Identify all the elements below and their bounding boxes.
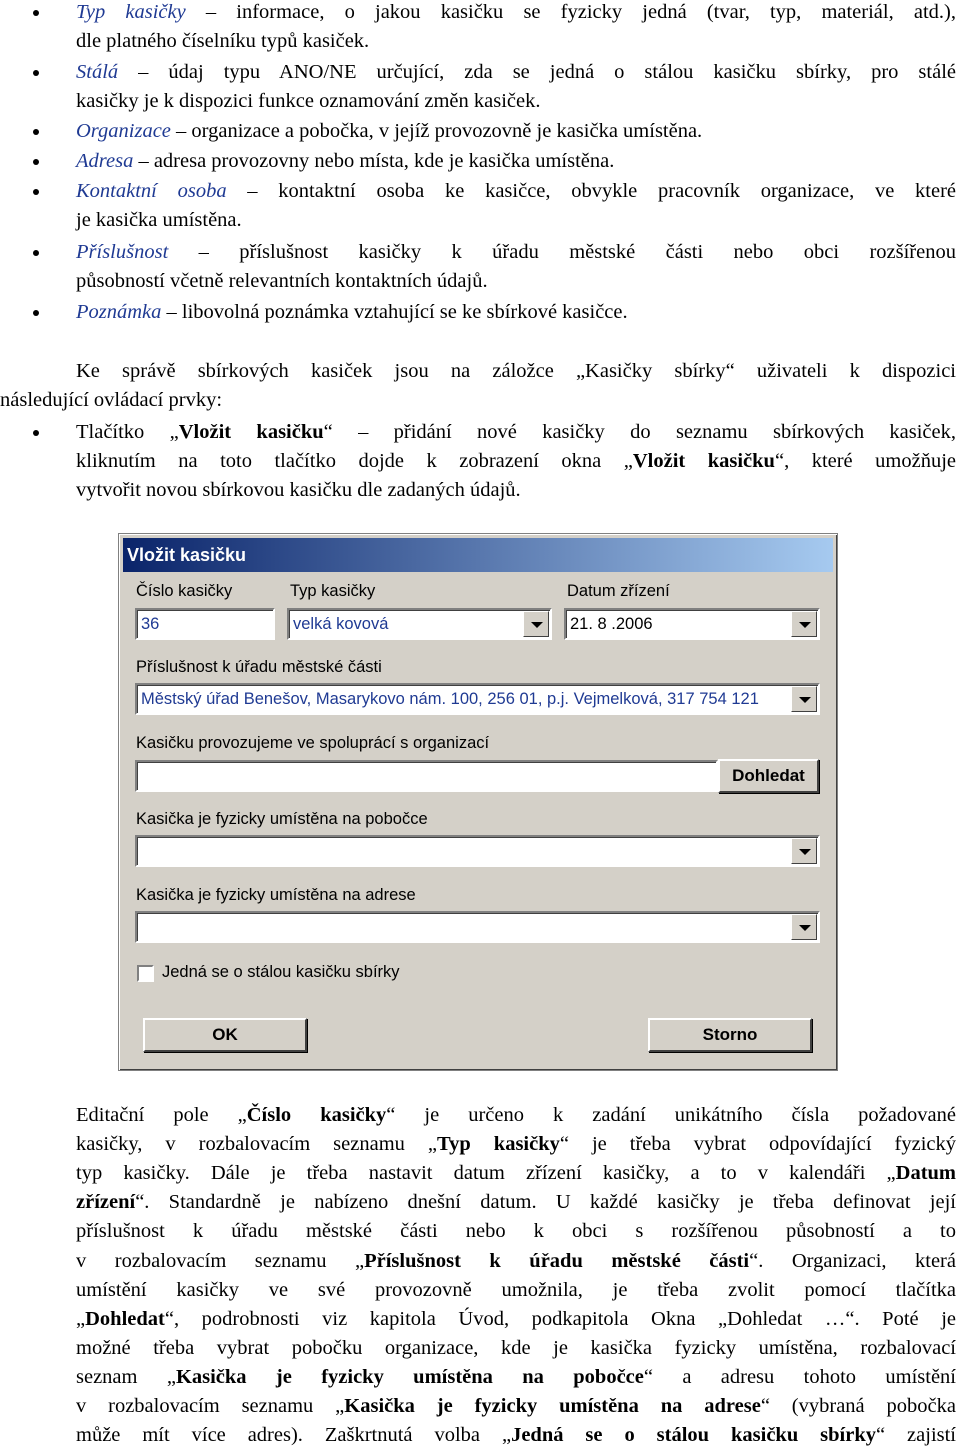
chevron-down-icon[interactable] (523, 611, 549, 637)
list-item-cont: je kasička umístěna. (76, 209, 242, 231)
chevron-down-icon[interactable] (791, 611, 817, 637)
paragraph-line: v rozbalovacím seznamu „Kasička je fyzicky umístěna na adrese“ (vybraná pobočka (76, 1395, 956, 1417)
list-item: Poznámka – libovolná poznámka vztahující se ke sbírkové kasičce. (76, 301, 628, 323)
org-label: Kasičku provozujeme ve spoluprácí s organizací (136, 734, 490, 752)
org-input[interactable] (135, 760, 718, 792)
typ-label: Typ kasičky (290, 582, 376, 600)
bullet-icon (30, 307, 42, 319)
cislo-input[interactable]: 36 (135, 608, 275, 640)
stala-checkbox[interactable] (137, 965, 154, 982)
typ-value: velká kovová (293, 615, 389, 633)
ok-button[interactable]: OK (143, 1018, 307, 1052)
adresa-select[interactable] (135, 911, 820, 943)
emphasized-term: Datum (895, 1162, 956, 1185)
list-item: Organizace – organizace a pobočka, v jejíž provozovně je kasička umístěna. (76, 120, 703, 142)
list-item-cont: dle platného číselníku typů kasiček. (76, 30, 370, 52)
intro-line-2: následující ovládací prvky: (0, 389, 223, 411)
emphasized-term: Typ kasičky (437, 1133, 560, 1156)
emphasized-term: Kasička je fyzicky umístěna na adrese (344, 1395, 761, 1417)
list-item-cont: kasičky je k dispozici funkce oznamování změn kasiček. (76, 90, 541, 112)
emphasized-term: Příslušnost k úřadu městské části (364, 1249, 750, 1272)
button-item-line-3: vytvořit novou sbírkovou kasičku dle zadaných údajů. (76, 479, 521, 501)
dohledat-button[interactable]: Dohledat (718, 759, 819, 793)
button-item-line-2: kliknutím na toto tlačítko dojde k zobrazení okna „Vložit kasičku“, které umožňuje (76, 450, 956, 472)
list-item: Adresa – adresa provozovny nebo místa, kde je kasička umístěna. (76, 150, 615, 172)
paragraph-line: „Dohledat“, podrobnosti viz kapitola Úvod, podkapitola Okna „Dohledat …“. Poté je (76, 1307, 956, 1330)
list-item-cont: působností včetně relevantních kontaktních údajů. (76, 270, 488, 292)
storno-button[interactable]: Storno (648, 1018, 812, 1052)
pobocka-select[interactable] (135, 835, 820, 867)
emphasized-term: Dohledat (85, 1307, 165, 1330)
datum-select[interactable] (564, 608, 820, 640)
chevron-down-icon[interactable] (791, 914, 817, 940)
paragraph-line: v rozbalovacím seznamu „Příslušnost k úřadu městské části“. Organizaci, která (76, 1249, 956, 1272)
typ-select[interactable] (287, 608, 552, 640)
cislo-label: Číslo kasičky (136, 582, 233, 600)
emphasized-term: Kasička je fyzicky umístěna na pobočce (175, 1365, 644, 1388)
bullet-icon (30, 126, 42, 138)
prislusnost-value: Městský úřad Benešov, Masarykovo nám. 100, 256 01, p.j. Vejmelková, 317 754 121 (141, 690, 759, 708)
chevron-down-icon[interactable] (791, 838, 817, 864)
bullet-icon (30, 156, 42, 168)
list-item: Typ kasičky – informace, o jakou kasičku se fyzicky jedná (tvar, typ, materiál, atd.), (76, 1, 956, 23)
paragraph-line: příslušnost k úřadu městské části nebo k obci s rozšířenou působností a to (76, 1220, 956, 1243)
emphasized-term: Číslo kasičky (246, 1104, 387, 1126)
paragraph-line: seznam „Kasička je fyzicky umístěna na pobočce“ a adresu tohoto umístění (76, 1365, 956, 1388)
prislusnost-label: Příslušnost k úřadu městské části (136, 658, 382, 676)
paragraph-line: může mít více adres). Zaškrtnutá volba „Jedná se o stálou kasičku sbírky“ zajistí (76, 1424, 957, 1447)
list-item: Kontaktní osoba – kontaktní osoba ke kasičce, obvykle pracovník organizace, ve které (76, 180, 956, 202)
paragraph-line: zřízení“. Standardně je nabízeno dnešní datum. U každé kasičky je třeba definovat její (76, 1191, 956, 1214)
bullet-icon (30, 247, 42, 259)
insert-box-dialog (118, 533, 838, 1071)
list-item: Stálá – údaj typu ANO/NE určující, zda se jedná o stálou kasičku sbírky, pro stálé (76, 61, 956, 83)
bullet-icon (30, 186, 42, 198)
paragraph-line: možné třeba vybrat pobočku organizace, kde je kasička fyzicky umístěna, rozbalovací (76, 1336, 956, 1359)
emphasized-term: zřízení (76, 1191, 136, 1214)
paragraph-line: typ kasičky. Dále je třeba nastavit datum zřízení kasičky, a to v kalendáři „Datum (76, 1162, 956, 1185)
bullet-icon (30, 427, 42, 439)
intro-line-1: Ke správě sbírkových kasiček jsou na záložce „Kasičky sbírky“ uživateli k dispozici (76, 360, 956, 382)
paragraph-line: Editační pole „Číslo kasičky“ je určeno k zadání unikátního čísla požadované (76, 1104, 957, 1126)
chevron-down-icon[interactable] (791, 686, 817, 712)
paragraph-line: kasičky, v rozbalovacím seznamu „Typ kasičky“ je třeba vybrat odpovídající fyzický (76, 1133, 956, 1156)
dialog-title: Vložit kasičku (123, 538, 833, 572)
bullet-icon (30, 7, 42, 19)
button-item-line-1: Tlačítko „Vložit kasičku“ – přidání nové kasičky do seznamu sbírkových kasiček, (76, 421, 956, 443)
emphasized-term: Jedná se o stálou kasičku sbírky (511, 1424, 876, 1447)
datum-label: Datum zřízení (567, 582, 670, 600)
paragraph-line: umístění kasičky ve své provozovně umožnila, je třeba zvolit pomocí tlačítka (76, 1278, 956, 1301)
stala-label: Jedná se o stálou kasičku sbírky (162, 963, 400, 981)
list-item: Příslušnost – příslušnost kasičky k úřadu městské části nebo obci rozšířenou (76, 241, 956, 263)
datum-value: 21. 8 .2006 (570, 615, 653, 633)
adresa-label: Kasička je fyzicky umístěna na adrese (136, 886, 416, 904)
prislusnost-select[interactable] (135, 683, 820, 715)
pobocka-label: Kasička je fyzicky umístěna na pobočce (136, 810, 428, 828)
bullet-icon (30, 67, 42, 79)
